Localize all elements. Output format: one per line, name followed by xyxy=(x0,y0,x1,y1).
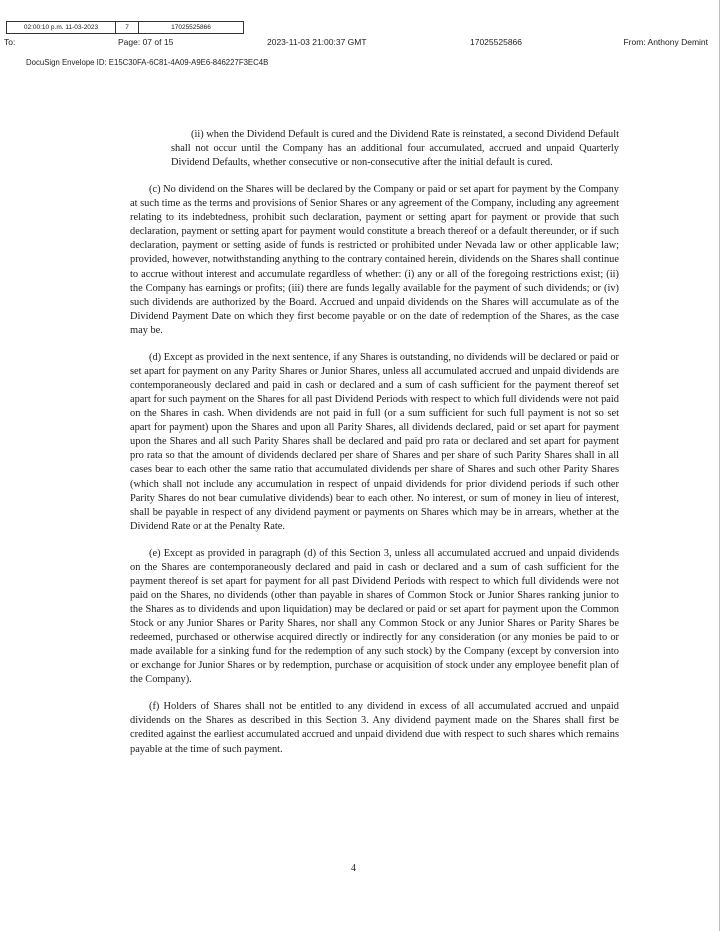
fax-number: 17025525866 xyxy=(470,37,523,47)
fax-transmission-box xyxy=(6,21,244,34)
fax-box-page: 7 xyxy=(116,22,139,33)
paragraph-c: (c) No dividend on the Shares will be declared by the Company or paid or set apart for payment by the Company at such time as the terms and provisions of Senior Shares or any agreement of the Company, including any agreement relating to its indebtedness, prohibit such declaration, payment or setting apart for payment or provide that such declaration, payment or setting apart for payment would constitute a breach thereof or a default thereunder, or if such declaration, payment or setting aside of funds is restricted or prohibited under Nevada law or other applicable law; provided, however, notwithstanding anything to the contrary contained herein, dividends on the Shares shall continue to accrue without interest and accumulate regardless of whether: (i) any or all of the foregoing restrictions exist; (ii) the Company has earnings or profits; (iii) there are funds legally available for the payment of such dividends; or (iv) such dividends are authorized by the Board. Accrued and unpaid dividends on the Shares will accumulate as of the Dividend Payment Date on which they first become payable or on the date of redemption of the Shares, as the case may be. xyxy=(130,183,619,336)
paragraph-f: (f) Holders of Shares shall not be entitled to any dividend in excess of all accumulated accrued and unpaid dividends on the Shares as described in this Section 3. Any dividend payment made on the Shares shall first be credited against the earliest accumulated accrued and unpaid dividend due with respect to such shares which remains payable at the time of such payment. xyxy=(130,701,619,755)
paragraph-ii: (ii) when the Dividend Default is cured and the Dividend Rate is reinstated, a second Dividend Default shall not occur until the Company has an additional four accumulated, accrued and unpaid Quarterly Dividend Defaults, whether consecutive or non-consecutive after the initial default is cured. xyxy=(171,129,619,169)
paragraph-d: (d) Except as provided in the next sentence, if any Shares is outstanding, no dividends will be declared or paid or set apart for payment on any Parity Shares or Junior Shares, unless all accumulated accrued and unpaid dividends are contemporaneously declared and paid in cash or declared and a sum of cash sufficient for the payment thereof set apart for such payment on the Shares for all past Dividend Periods with respect to which full dividends were not paid on the Shares in cash. When dividends are not paid in full (or a sum sufficient for such full payment is not so set apart for payment) upon the Shares and upon all Parity Shares, all dividends declared, paid or set apart for payment upon the Shares and all such Parity Shares shall be declared and paid pro rata or declared and set apart for payment pro rata so that the amount of dividends declared per share of Shares and per share of such Parity Shares shall in all cases bear to each other the same ratio that accumulated dividends per share of Shares and such other Parity Shares (which shall not include any accumulation in respect of unpaid dividends for prior dividend periods if such other Parity Shares do not bear cumulative dividends) bear to each other. No interest, or sum of money in lieu of interest, shall be payable in respect of any dividend payment or payments on Shares which may be in arrears, whether at the Dividend Rate or at the Penalty Rate. xyxy=(130,351,619,532)
fax-box-number: 17025525866 xyxy=(171,24,211,31)
page-number-text: 4 xyxy=(351,863,356,874)
fax-from: From: Anthony Demint xyxy=(623,37,708,47)
document-body xyxy=(130,128,619,769)
paragraph-e: (e) Except as provided in paragraph (d) of this Section 3, unless all accumulated accrued and unpaid dividends on the Shares are contemporaneously declared and paid in cash or declared and a sum of cash sufficient for the payment thereof is set apart for payment for all past Dividend Periods with respect to which full dividends were not paid on the Shares, no dividends (other than payable in shares of Common Stock or Junior Shares ranking junior to the Shares as to dividends and upon liquidation) may be declared or paid or set apart for payment upon the Common Stock or any Junior Shares or Parity Shares, nor shall any Common Stock or any Junior Shares or Parity Shares be redeemed, purchased or otherwise acquired directly or indirectly for any consideration (or any monies be paid to or made available for a sinking fund for the redemption of any such stock) by the Company (except by conversion into or exchange for Junior Shares or by redemption, purchase or acquisition of stock under any employee benefit plan of the Company). xyxy=(130,547,619,686)
fax-box-time: 02:00:10 p.m. 11-03-2023 xyxy=(7,22,116,33)
docusign-envelope-id: DocuSign Envelope ID: E15C30FA-6C81-4A09-A9E6-846227F3EC4B xyxy=(26,58,269,67)
fax-header-line xyxy=(4,37,714,49)
fax-to-label: To: xyxy=(4,37,16,47)
fax-page-info: Page: 07 of 15 xyxy=(118,37,174,47)
fax-timestamp: 2023-11-03 21:00:37 GMT xyxy=(267,37,367,47)
